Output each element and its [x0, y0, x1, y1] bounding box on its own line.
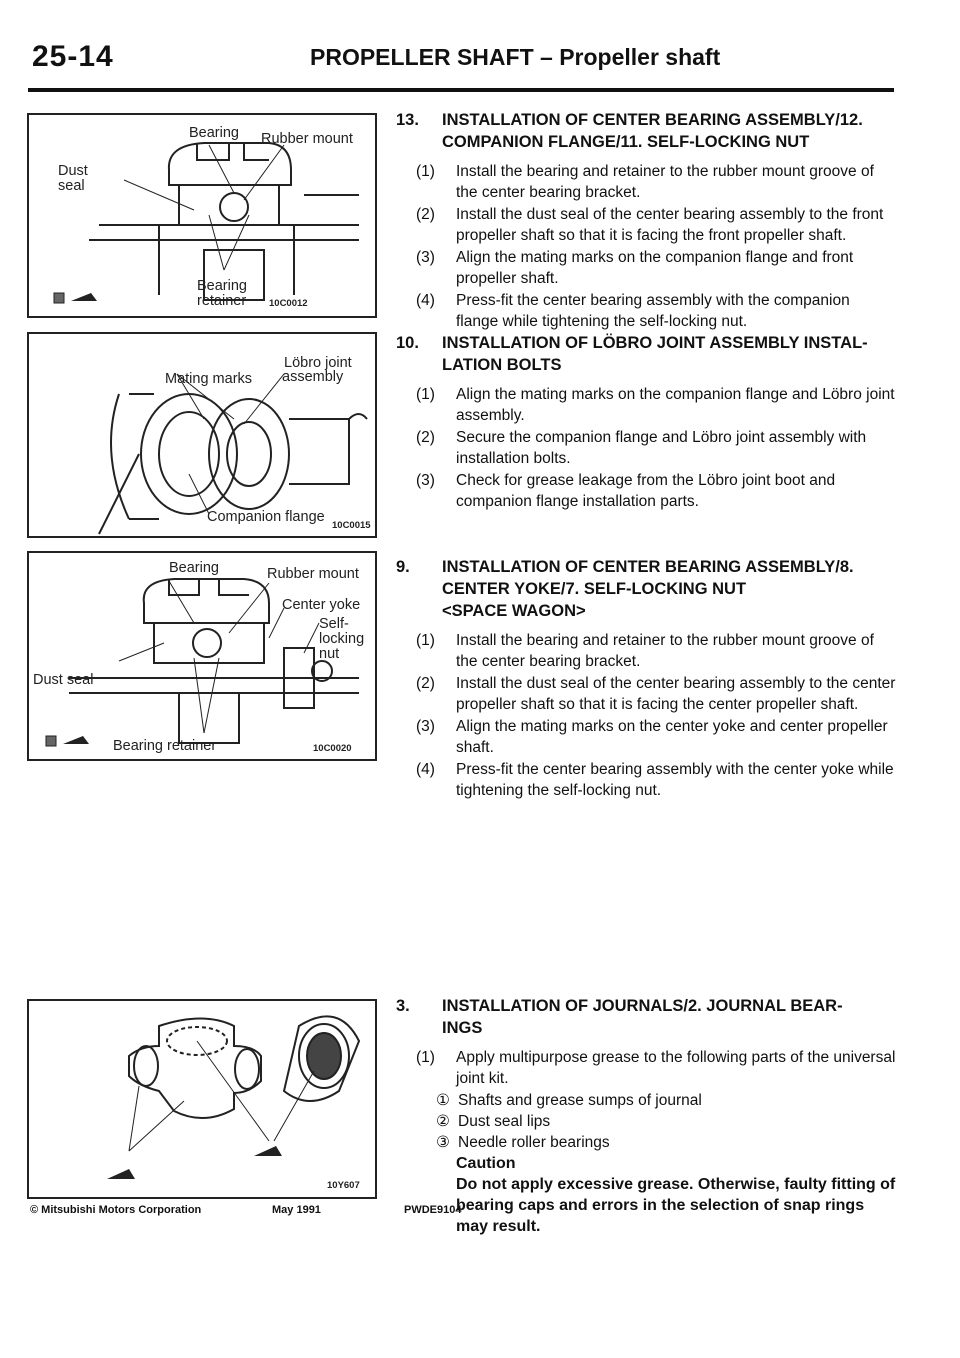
page-title: PROPELLER SHAFT – Propeller shaft: [310, 44, 721, 70]
section-heading: [396, 995, 896, 1039]
step-text: Install the dust seal of the center bearing assembly to the front propeller shaft so that it is facing the front propeller shaft.: [456, 206, 884, 244]
label-companion-flange: Companion flange: [207, 509, 325, 525]
step-number: (4): [416, 761, 435, 778]
step: [396, 384, 896, 426]
label-bearing-retainer: Bearing retainer: [113, 738, 217, 754]
label-lobro-joint: Löbro joint: [284, 355, 352, 371]
figure-code: 10C0012: [269, 298, 308, 309]
figure-code: 10C0020: [313, 743, 352, 754]
section-number: 13.: [396, 111, 419, 129]
step: [396, 759, 896, 801]
label-bearing-retainer-2: retainer: [197, 293, 247, 309]
step-number: (1): [416, 163, 435, 180]
step-list: [396, 161, 896, 332]
label-mating-marks: Mating marks: [165, 371, 253, 387]
step-number: (3): [416, 472, 435, 489]
step-text: Secure the companion flange and Löbro joint assembly with installation bolts.: [456, 429, 867, 467]
figure-center-bearing: [27, 113, 377, 318]
label-rubber-mount: Rubber mount: [261, 131, 353, 147]
label-locking: locking: [319, 631, 365, 647]
step-number: (3): [416, 718, 435, 735]
step: [396, 247, 896, 289]
label-nut: nut: [319, 646, 340, 662]
step: [396, 716, 896, 758]
sub-item-marker: ②: [436, 1113, 450, 1130]
heading-line: COMPANION FLANGE/11. SELF-LOCKING NUT: [442, 133, 810, 151]
step: [396, 290, 896, 332]
sub-item-text: Needle roller bearings: [458, 1134, 610, 1151]
step-number: (2): [416, 675, 435, 692]
step-text: Align the mating marks on the companion flange and Löbro joint assembly.: [456, 386, 895, 424]
label-self: Self-: [319, 616, 349, 632]
section-number: 10.: [396, 334, 419, 352]
step-list: [396, 384, 896, 512]
step-number: (2): [416, 429, 435, 446]
step-number: (3): [416, 249, 435, 266]
label-bearing: Bearing: [169, 560, 219, 576]
label-center-yoke: Center yoke: [282, 597, 361, 613]
page-number: 25-14: [32, 40, 114, 73]
label-dust-seal: Dust seal: [33, 672, 94, 688]
step-number: (2): [416, 206, 435, 223]
doc-code: PWDE9104: [404, 1204, 462, 1216]
journal-illustration: [29, 1001, 375, 1197]
section-13: [396, 109, 896, 333]
step-list: [396, 1047, 896, 1089]
caution-text: Do not apply excessive grease. Otherwise, faulty fitting of bearing caps and errors in the selection of snap rings may result.: [456, 1176, 896, 1235]
step-number: (4): [416, 292, 435, 309]
heading-line: <SPACE WAGON>: [442, 602, 586, 620]
step-text: Install the bearing and retainer to the rubber mount groove of the center bearing bracket.: [456, 163, 874, 201]
sub-item: [396, 1111, 896, 1132]
copyright: © Mitsubishi Motors Corporation: [30, 1204, 202, 1216]
date: May 1991: [272, 1204, 321, 1216]
step-text: Press-fit the center bearing assembly with the companion flange while tightening the self-locking nut.: [456, 292, 850, 330]
step: [396, 427, 896, 469]
step-number: (1): [416, 1049, 435, 1066]
heading-line: INSTALLATION OF LÖBRO JOINT ASSEMBLY INSTAL-: [442, 334, 868, 352]
step-text: Install the dust seal of the center bearing assembly to the center propeller shaft so that it is facing the center propeller shaft.: [456, 675, 896, 713]
step-text: Press-fit the center bearing assembly with the center yoke while tightening the self-locking nut.: [456, 761, 894, 799]
header-rule: [28, 88, 894, 92]
figure-code: 10Y607: [327, 1180, 360, 1191]
step: [396, 630, 896, 672]
step-number: (1): [416, 632, 435, 649]
label-rubber-mount: Rubber mount: [267, 566, 359, 582]
caution-heading: Caution: [456, 1155, 516, 1172]
step-number: (1): [416, 386, 435, 403]
step: [396, 470, 896, 512]
section-10: [396, 332, 896, 513]
label-bearing: Bearing: [189, 125, 239, 141]
section-heading: [396, 109, 896, 153]
heading-line: INSTALLATION OF JOURNALS/2. JOURNAL BEAR-: [442, 997, 843, 1015]
section-9: [396, 556, 896, 802]
figure-code: 10C0015: [332, 520, 371, 531]
step-text: Align the mating marks on the center yoke and center propeller shaft.: [456, 718, 888, 756]
label-dust: Dust: [58, 163, 88, 179]
heading-line: INSTALLATION OF CENTER BEARING ASSEMBLY/12.: [442, 111, 863, 129]
sub-item: [396, 1090, 896, 1111]
step-text: Align the mating marks on the companion flange and front propeller shaft.: [456, 249, 854, 287]
sub-item-text: Shafts and grease sumps of journal: [458, 1092, 702, 1109]
step-text: Install the bearing and retainer to the rubber mount groove of the center bearing bracket.: [456, 632, 874, 670]
label-assembly: assembly: [282, 369, 344, 385]
heading-line: INSTALLATION OF CENTER BEARING ASSEMBLY/8.: [442, 558, 854, 576]
section-number: 3.: [396, 997, 410, 1015]
step-text: Apply multipurpose grease to the following parts of the universal joint kit.: [456, 1049, 896, 1087]
sub-item-marker: ①: [436, 1092, 450, 1109]
section-3: [396, 995, 896, 1237]
figure-center-yoke: [27, 551, 377, 761]
figure-journal: [27, 999, 377, 1199]
step: [396, 204, 896, 246]
heading-line: INGS: [442, 1019, 483, 1037]
figure-lobro-joint: [27, 332, 377, 538]
step: [396, 1047, 896, 1089]
section-heading: [396, 556, 896, 622]
step-list: [396, 630, 896, 801]
label-seal: seal: [58, 178, 85, 194]
sub-item: [396, 1132, 896, 1153]
step: [396, 161, 896, 203]
section-heading: [396, 332, 896, 376]
step: [396, 673, 896, 715]
label-bearing-retainer-1: Bearing: [197, 278, 247, 294]
step-text: Check for grease leakage from the Löbro joint boot and companion flange installation parts.: [456, 472, 836, 510]
heading-line: LATION BOLTS: [442, 356, 562, 374]
section-number: 9.: [396, 558, 410, 576]
sub-item-marker: ③: [436, 1134, 450, 1151]
sub-item-text: Dust seal lips: [458, 1113, 551, 1130]
heading-line: CENTER YOKE/7. SELF-LOCKING NUT: [442, 580, 747, 598]
